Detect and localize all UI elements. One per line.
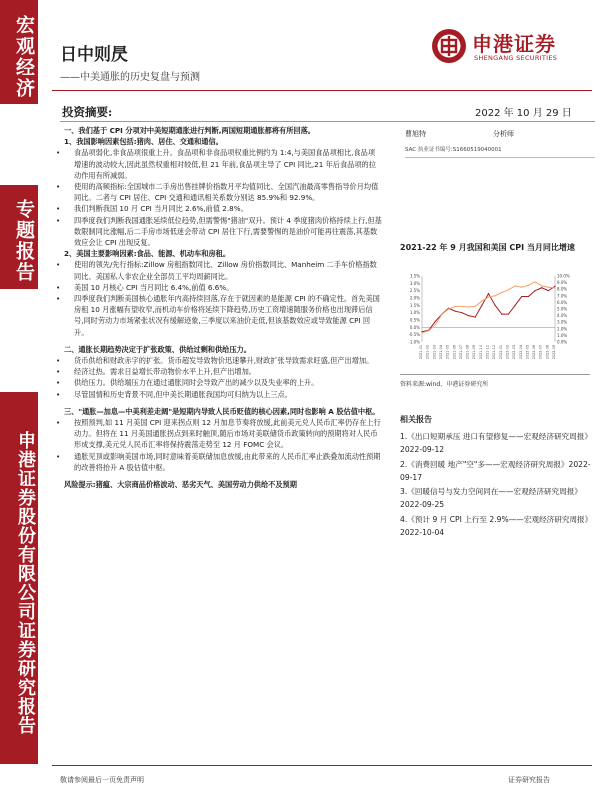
data-point-china	[508, 314, 509, 315]
data-point-us	[541, 285, 542, 286]
chart-title: 2021-22 年 9 月我国和美国 CPI 当月同比增速	[400, 243, 575, 252]
data-point-us	[481, 300, 482, 301]
data-point-china	[495, 305, 496, 306]
y-tick-label-left: 0.5%	[409, 317, 420, 323]
list-item: • 使用的领先/先行指标:Zillow 房租指数同比、Zillow 房价指数同比、Manheim 二手车价格指数同比、美国私人非农企业全部员工平均周薪同比。	[64, 259, 382, 281]
data-point-us	[554, 287, 555, 288]
logo-english: SHENGANG SECURITIES	[474, 54, 558, 62]
data-point-china	[475, 316, 476, 317]
logo-text: 申港证券	[472, 32, 556, 56]
x-tick-label: 2022-01	[498, 345, 503, 360]
x-tick-label: 2021-08	[465, 345, 470, 360]
x-tick-label: 2022-04	[518, 345, 523, 360]
data-point-us	[495, 295, 496, 296]
cpi-chart-svg	[400, 270, 580, 370]
x-tick-label: 2021-06	[452, 345, 457, 360]
list-item: • 我们判断我国 10 月 CPI 当月同比 2.6%,前值 2.8%。	[64, 203, 382, 214]
x-tick-label: 2022-06	[532, 345, 537, 360]
list-item: • 食品项弱化,非食品项很重上升。食品项和非食品项权重比例约为 1:4,与美国食品项相比,食品项增速的波动较大,因此虽然权重相对较低,但 21 年前,食品项主导了 CPI 同比,21 年后食品项的拉动作用有所减弱。	[64, 147, 382, 181]
y-tick-label-right: 8.0%	[557, 286, 568, 292]
data-point-us	[528, 285, 529, 286]
list-item: • 美国 10 月核心 CPI 当月同比 6.4%,前值 6.6%。	[64, 282, 382, 293]
y-tick-label-left: 3.5%	[409, 273, 420, 279]
series-line-us	[422, 282, 555, 333]
analyst-name: 曹旭特	[405, 130, 426, 138]
related-report-link[interactable]: 2.《消费回暖 地产"空"多——宏观经济研究周报》2022-09-17	[400, 459, 591, 482]
related-report-link[interactable]: 3.《回暖信号与发力空间同在——宏观经济研究周报》2022-09-25	[400, 487, 582, 510]
company-logo	[430, 24, 590, 70]
x-tick-label: 2021-01	[419, 345, 423, 360]
sidebar-section-report-type: 专题报告	[0, 185, 38, 289]
subsection-heading: 1、我国影响因素包括:猪肉、居住、交通和通信。	[64, 137, 223, 147]
subsection-heading: 2、美国主要影响因素:食品、能源、机动车和房租。	[64, 249, 231, 259]
report-date: 2022 年 10 月 29 日	[475, 108, 572, 119]
y-tick-label-left: -1.0%	[408, 339, 420, 345]
y-tick-label-right: 1.0%	[557, 332, 568, 338]
list-item: • 使用的高频指标:全国城市二手房出售挂牌价指数月平均值同比、全国汽油最高零售指导价月均值同比。二者与 CPI 居住、CPI 交通和通讯相关系数分别达 85.9%和 92.9%。	[64, 181, 382, 203]
related-reports-heading: 相关报告	[400, 415, 432, 424]
data-point-china	[501, 314, 502, 315]
data-point-us	[448, 308, 449, 309]
page-title: 日中则昃	[60, 45, 128, 65]
y-tick-label-left: 0.0%	[409, 324, 420, 330]
y-tick-label-right: 4.0%	[557, 313, 568, 319]
data-point-china	[461, 312, 462, 313]
sidebar-section-company: 申港证券股份有限公司证券研究报告	[0, 392, 38, 764]
related-report-link[interactable]: 4.《预计 9 月 CPI 上行至 2.9%——宏观经济研究周报》2022-10-04	[400, 514, 589, 538]
y-tick-label-right: 10.0%	[557, 273, 570, 279]
abstract-divider	[60, 121, 595, 122]
data-point-china	[488, 293, 489, 294]
x-tick-label: 2021-03	[432, 345, 437, 360]
list-item: • 通胀见顶或影响美国市场,同时意味着美联储加息放缓,由此带来的人民币汇率止跌叠加流动性预期的改善将抬升 A 股估值中枢。	[64, 451, 382, 473]
abstract-heading: 投资摘要:	[62, 105, 113, 119]
data-point-us	[475, 306, 476, 307]
y-tick-label-left: 3.0%	[409, 280, 420, 286]
chart-divider	[400, 374, 590, 375]
footer-label: 证券研究报告	[508, 776, 550, 784]
section-heading: 三、"通胀—加息—中美利差走阔"是短期内导致人民币贬值的核心因素,同时也影响 A 股估值中枢。	[64, 406, 380, 416]
page-subtitle: ——中美通胀的历史复盘与预测	[60, 72, 200, 83]
related-reports-list	[400, 430, 592, 540]
data-point-china	[455, 311, 456, 312]
data-point-china	[528, 296, 529, 297]
y-tick-label-left: 2.0%	[409, 295, 420, 301]
list-item: • 货币供给和财政赤字的扩张。货币超发导致物价迅速攀升,财政扩张导致需求旺盛,但产出增加。	[64, 355, 382, 366]
x-tick-label: 2021-05	[445, 345, 450, 360]
footer-disclaimer: 敬请参阅最后一页免责声明	[60, 776, 144, 784]
cpi-chart	[400, 270, 580, 370]
x-tick-label: 2021-11	[485, 345, 490, 360]
y-tick-label-right: 0.0%	[557, 339, 568, 345]
data-point-china	[515, 305, 516, 306]
data-point-china	[541, 287, 542, 288]
data-point-us	[548, 287, 549, 288]
y-tick-label-left: 1.0%	[409, 310, 420, 316]
data-point-us	[461, 306, 462, 307]
analyst-role: 分析师	[493, 130, 514, 138]
y-tick-label-left: 1.5%	[409, 302, 420, 308]
logo-mark-icon	[430, 27, 468, 65]
x-tick-label: 2021-10	[478, 345, 483, 360]
data-point-us	[421, 332, 422, 333]
data-point-us	[441, 314, 442, 315]
y-tick-label-right: 6.0%	[557, 299, 568, 305]
section-heading: 二、通胀长期趋势决定于扩张政策、供给过剩和供给压力。	[64, 344, 251, 354]
x-tick-label: 2021-07	[458, 345, 463, 360]
data-point-us	[428, 330, 429, 331]
data-point-china	[534, 290, 535, 291]
data-point-china	[481, 305, 482, 306]
x-tick-label: 2022-09	[552, 345, 556, 360]
x-tick-label: 2022-05	[525, 345, 530, 360]
y-tick-label-right: 9.0%	[557, 280, 568, 286]
related-report-link[interactable]: 1.《出口短期承压 进口有望修复——宏观经济研究周报》2022-09-12	[400, 432, 592, 455]
data-point-china	[521, 296, 522, 297]
y-tick-label-right: 7.0%	[557, 293, 568, 299]
y-tick-label-right: 2.0%	[557, 326, 568, 332]
data-point-china	[435, 321, 436, 322]
data-point-us	[515, 285, 516, 286]
data-point-china	[548, 290, 549, 291]
y-tick-label-left: -0.5%	[408, 332, 420, 338]
y-tick-label-right: 3.0%	[557, 319, 568, 325]
data-point-us	[508, 289, 509, 290]
data-point-us	[501, 292, 502, 293]
x-tick-label: 2022-07	[538, 345, 543, 360]
list-item: • 经济过热。需求日益增长带动物价水平上升,但产出增加。	[64, 366, 382, 377]
abstract-body	[64, 125, 382, 490]
data-point-us	[435, 324, 436, 325]
data-point-us	[488, 297, 489, 298]
data-point-china	[421, 331, 422, 332]
chart-source: 资料来源:wind、申港证券研究所	[400, 381, 489, 388]
data-point-us	[455, 306, 456, 307]
list-item: • 供给压力。供给端压力在通过通胀同时会导致产出的减少以及失业率的上升。	[64, 377, 382, 388]
x-tick-label: 2021-09	[472, 345, 477, 360]
list-item: • 四季度我们判断美国核心通胀年内高持续回落,存在于就因素的是能源 CPI 的不确定性。首先美国房租 10 月涨幅有望收窄,而机动车价格将延续下降趋势,历史工资增速随服务价格也出现滞后信号,同时劳动力市场紧张状况有缓解迹象,三季度以来油价走低,但该基数效应或导致能源 CPI 回升。	[64, 293, 382, 338]
x-tick-label: 2022-02	[505, 345, 510, 360]
x-tick-label: 2021-02	[425, 345, 430, 360]
x-tick-label: 2022-08	[545, 345, 550, 360]
x-tick-label: 2021-04	[438, 345, 443, 360]
section-heading: 一、我们基于 CPI 分项对中美短期通胀进行判断,两国短期通胀都将有所回落。	[64, 126, 315, 135]
risk-warning: 风险提示:猪瘟、大宗商品价格波动、恶劣天气、美国劳动力供给不及预期	[64, 480, 297, 490]
data-point-us	[468, 306, 469, 307]
footer-divider	[52, 765, 592, 766]
y-tick-label-right: 5.0%	[557, 306, 568, 312]
analyst-license: SAC 执业证书编号:S1660519040001	[405, 147, 502, 153]
data-point-china	[554, 286, 555, 287]
data-point-china	[468, 315, 469, 316]
analyst-divider	[405, 157, 595, 158]
data-point-us	[534, 281, 535, 282]
sidebar-section-macro: 宏观经济	[0, 0, 38, 104]
list-item: • 按照预判,如 11 月美国 CPI 迎来拐点则 12 月加息节奏将放缓,此前美元兑人民币汇率仍存在上行动力。但将在 11 月美国通胀拐点到来时触顶,随后市场对美联储货币政策转向的预期将对人民币形成支撑,美元兑人民币汇率将保持震荡走势至 12 月 FOMC 会议。	[64, 417, 382, 451]
header-divider	[52, 90, 592, 91]
list-item: • 尽管国情和历史背景不同,但中美长期通胀我国均可归纳为以上三点。	[64, 389, 382, 400]
y-tick-label-left: 2.5%	[409, 288, 420, 294]
x-tick-label: 2021-12	[492, 345, 497, 360]
data-point-us	[521, 287, 522, 288]
x-tick-label: 2022-03	[512, 345, 517, 360]
list-item: • 四季度我们判断我国通胀延续低位趋势,但需警惕"猪油"双升。预计 4 季度猪肉价格持续上行,但基数限制同比涨幅,后二手房市场低迷会带动 CPI 居住下行,需要警惕的是油价可能再往震荡,其基数效应会让 CPI 出现反复。	[64, 215, 382, 249]
